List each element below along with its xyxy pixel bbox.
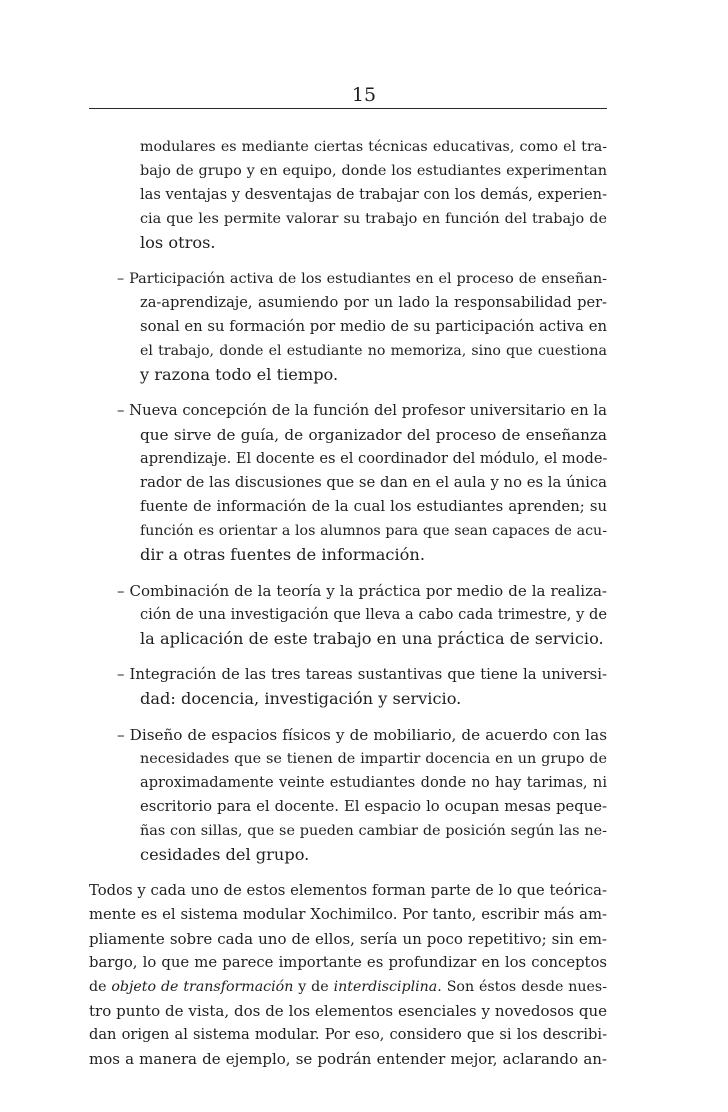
text-line: escritorio para el docente. El espacio lo ocupan mesas peque- (140, 798, 607, 815)
text-line: bajo de grupo y en equipo, donde los estudiantes experimentan (140, 163, 607, 179)
italic-term: objeto de transformación (111, 979, 294, 995)
text-line: aprendizaje. El docente es el coordinador del módulo, el mode- (140, 450, 608, 467)
text-line: necesidades que se tienen de impartir docencia en un grupo de (140, 751, 607, 767)
text-line: cia que les permite valorar su trabajo en función del trabajo de (140, 211, 607, 227)
header-rule (89, 108, 607, 109)
page-number: 15 (351, 84, 377, 106)
italic-term: interdisciplina (333, 979, 438, 995)
text-line: cesidades del grupo. (140, 845, 310, 864)
text-line: las ventajas y desventajas de trabajar con los demás, experien- (140, 186, 607, 203)
text-line: dan origen al sistema modular. Por eso, considero que si los describi- (89, 1026, 607, 1043)
text-line: que sirve de guía, de organizador del proceso de enseñanza (140, 426, 607, 444)
text-line: el trabajo, donde el estudiante no memoriza, sino que cuestiona (140, 343, 607, 359)
list-item-first-line: – Nueva concepción de la función del profesor universitario en la (117, 402, 607, 419)
text-line: mos a manera de ejemplo, se podrán entender mejor, aclarando an- (89, 1050, 607, 1068)
text-line: dad: docencia, investigación y servicio. (140, 689, 462, 708)
text-fragment: y de (293, 979, 334, 995)
continuation-item (89, 135, 607, 255)
list-item (89, 723, 607, 867)
text-line: mente es el sistema modular Xochimilco. Por tanto, escribir más am- (89, 906, 607, 923)
text-line: rador de las discusiones que se dan en el aula y no es la única (140, 474, 607, 491)
text-line: función es orientar a los alumnos para que sean capaces de acu- (140, 523, 607, 539)
text-line: tro punto de vista, dos de los elementos esenciales y novedosos que (89, 1002, 607, 1020)
text-line: aproximadamente veinte estudiantes donde no hay tarimas, ni (140, 774, 607, 791)
list-item-first-line: – Diseño de espacios físicos y de mobiliario, de acuerdo con las (117, 726, 607, 744)
text-line: la aplicación de este trabajo en una práctica de servicio. (140, 629, 604, 648)
text-line: pliamente sobre cada uno de ellos, sería un poco repetitivo; sin em- (89, 930, 607, 948)
text-line: Todos y cada uno de estos elementos forman parte de lo que teórica- (89, 882, 607, 899)
text-line: ñas con sillas, que se pueden cambiar de posición según las ne- (140, 823, 607, 839)
page-body (89, 135, 607, 1071)
list-item (89, 579, 607, 651)
body-paragraph (89, 879, 607, 1071)
text-fragment: . Son éstos desde nues- (437, 979, 607, 995)
text-line: los otros. (140, 233, 216, 252)
list-item-first-line: – Combinación de la teoría y la práctica por medio de la realiza- (117, 582, 607, 600)
text-line: bargo, lo que me parece importante es profundizar en los conceptos (89, 954, 607, 971)
text-line: ción de una investigación que lleva a cabo cada trimestre, y de (140, 606, 607, 623)
text-line: y razona todo el tiempo. (140, 365, 339, 384)
text-line: dir a otras fuentes de información. (140, 545, 425, 564)
list-item (89, 399, 607, 567)
text-line: za-aprendizaje, asumiendo por un lado la responsabilidad per- (140, 294, 607, 311)
text-line: modulares es mediante ciertas técnicas educativas, como el tra- (140, 139, 607, 155)
list-item (89, 267, 607, 387)
text-line-with-italics (89, 975, 607, 999)
text-fragment: de (89, 979, 112, 995)
text-line: sonal en su formación por medio de su participación activa en (140, 318, 607, 335)
list-item (89, 663, 607, 711)
text-line: fuente de información de la cual los estudiantes aprenden; su (140, 498, 607, 515)
list-item-first-line: – Participación activa de los estudiantes en el proceso de enseñan- (117, 271, 607, 287)
list-item-first-line: – Integración de las tres tareas sustantivas que tiene la universi- (117, 666, 607, 683)
